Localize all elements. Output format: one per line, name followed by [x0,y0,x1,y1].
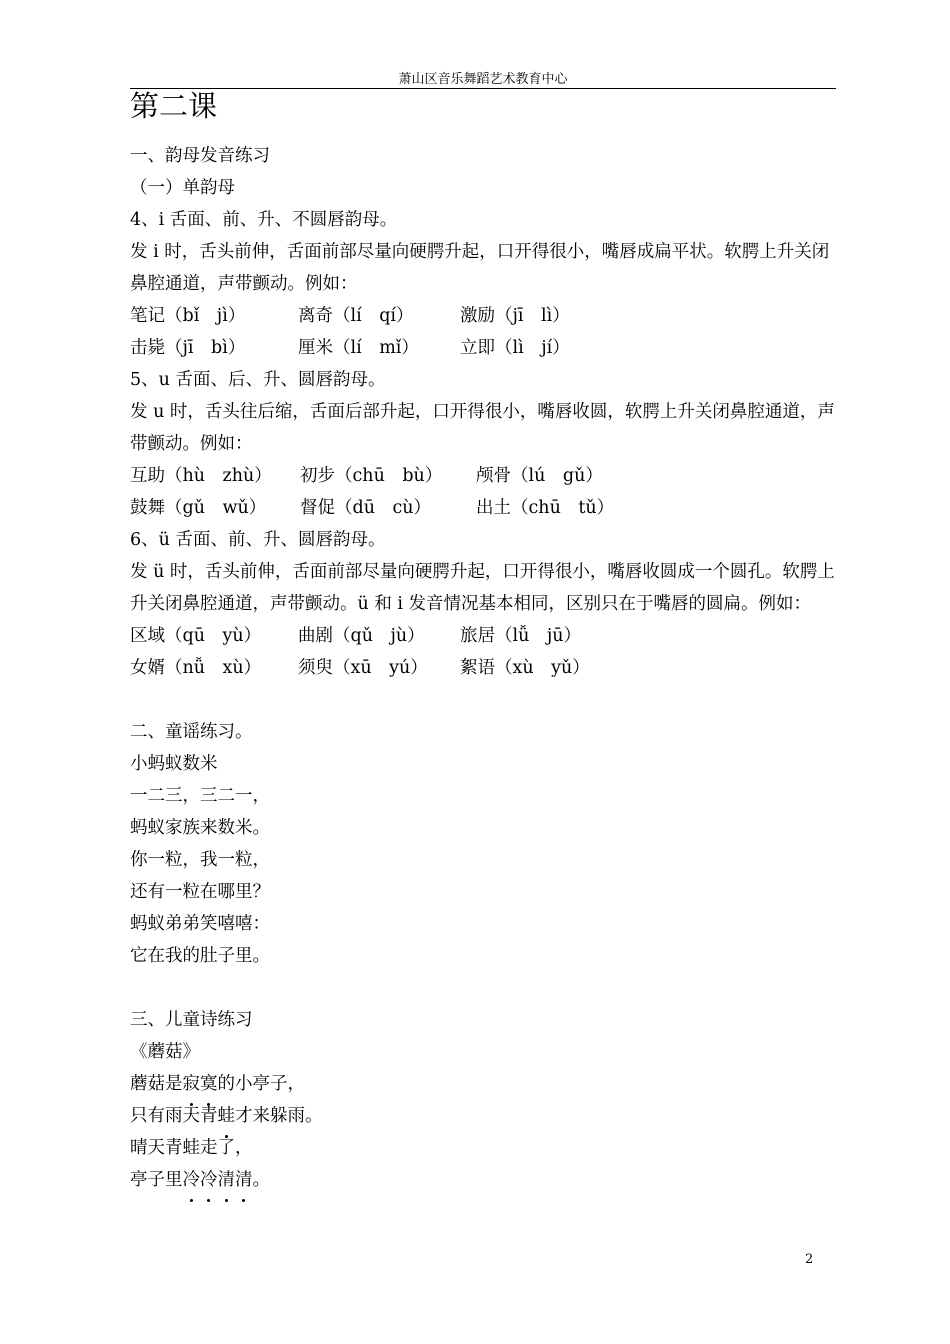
poem-text: 才来躲雨。 [235,1106,323,1126]
example-word: 区域（qū yù） [130,626,262,646]
emphasis-char: 寞 [200,1068,218,1100]
example-word: 立即（lì jí） [460,338,570,358]
example-word: 笔记（bǐ jì） [130,306,246,326]
vowel-yu-examples-row2 [130,652,836,684]
rhyme-line: 还有一粒在哪里？ [130,882,270,902]
rhyme-title: 小蚂蚁数米 [130,754,218,774]
emphasis-char: 寂 [183,1068,201,1100]
page-header: 萧山区音乐舞蹈艺术教育中心 [398,72,568,87]
vowel-i-heading: 4、i 舌面、前、升、不圆唇韵母。 [130,210,398,230]
section2-heading: 二、童谣练习。 [130,722,253,742]
poem-text: 的小亭子， [217,1074,305,1094]
poem-title: 《蘑菇》 [130,1042,200,1062]
vowel-yu-examples-row1 [130,620,836,652]
poem-line-2 [130,1100,836,1132]
document-body [130,140,836,1196]
poem-text: 亭子里 [130,1170,183,1190]
header-rule [130,88,836,89]
example-word: 厘米（lí mǐ） [298,338,419,358]
rhyme-line: 蚂蚁弟弟笑嘻嘻： [130,914,270,934]
vowel-yu-heading: 6、ü 舌面、前、升、圆唇韵母。 [130,530,386,550]
example-word: 激励（jī lì） [460,306,570,326]
vowel-u-examples-row2 [130,492,836,524]
example-word: 女婿（nǚ xù） [130,658,262,678]
example-word: 须臾（xū yú） [298,658,428,678]
page-number: 2 [805,1252,814,1267]
example-word: 鼓舞（gǔ wǔ） [130,498,267,518]
rhyme-line: 你一粒，我一粒， [130,850,270,870]
example-word: 曲剧（qǔ jù） [298,626,425,646]
example-word: 督促（dū cù） [300,498,432,518]
emphasis-char: 清 [235,1164,253,1196]
vowel-i-examples-row1 [130,300,836,332]
example-word: 互助（hù zhù） [130,466,272,486]
emphasis-char: 清 [218,1164,236,1196]
example-word: 旅居（lǚ jū） [460,626,582,646]
spacer [130,972,836,1004]
emphasis-char: 冷 [200,1164,218,1196]
lesson-title: 第二课 [130,89,218,123]
rhyme-line: 它在我的肚子里。 [130,946,270,966]
example-word: 絮语（xù yǔ） [460,658,590,678]
emphasis-char: 蛙 [218,1100,236,1132]
poem-text: 蘑菇是 [130,1074,183,1094]
example-word: 击毙（jī bì） [130,338,246,358]
poem-text: 。 [252,1170,270,1190]
spacer [130,684,836,716]
section1-subheading: （一）单韵母 [130,178,235,198]
vowel-i-examples-row2 [130,332,836,364]
emphasis-char: 冷 [183,1164,201,1196]
vowel-u-heading: 5、u 舌面、后、升、圆唇韵母。 [130,370,386,390]
vowel-u-examples-row1 [130,460,836,492]
rhyme-line: 蚂蚁家族来数米。 [130,818,270,838]
vowel-yu-description: 发 ü 时，舌头前伸，舌面前部尽量向硬腭升起，口开得很小，嘴唇收圆成一个圆孔。软腭上升关闭鼻腔通道，声带颤动。ü 和 i 发音情况基本相同，区别只在于嘴唇的圆扁。例如： [130,562,835,614]
section1-heading: 一、韵母发音练习 [130,146,270,166]
vowel-u-description: 发 u 时，舌头往后缩，舌面后部升起，口开得很小，嘴唇收圆，软腭上升关闭鼻腔通道，声带颤动。例如： [130,402,835,454]
poem-line-4 [130,1164,836,1196]
poem-line-1 [130,1068,836,1100]
example-word: 出土（chū tǔ） [476,498,615,518]
vowel-i-description: 发 i 时，舌头前伸，舌面前部尽量向硬腭升起，口开得很小，嘴唇成扁平状。软腭上升关闭鼻腔通道，声带颤动。例如： [130,242,830,294]
example-word: 初步（chū bù） [300,466,443,486]
poem-text: 只有雨天青 [130,1106,218,1126]
rhyme-line: 一二三，三二一， [130,786,270,806]
section3-heading: 三、儿童诗练习 [130,1010,253,1030]
poem-line-3: 晴天青蛙走了， [130,1138,253,1158]
example-word: 离奇（lí qí） [298,306,414,326]
example-word: 颅骨（lú gǔ） [476,466,603,486]
